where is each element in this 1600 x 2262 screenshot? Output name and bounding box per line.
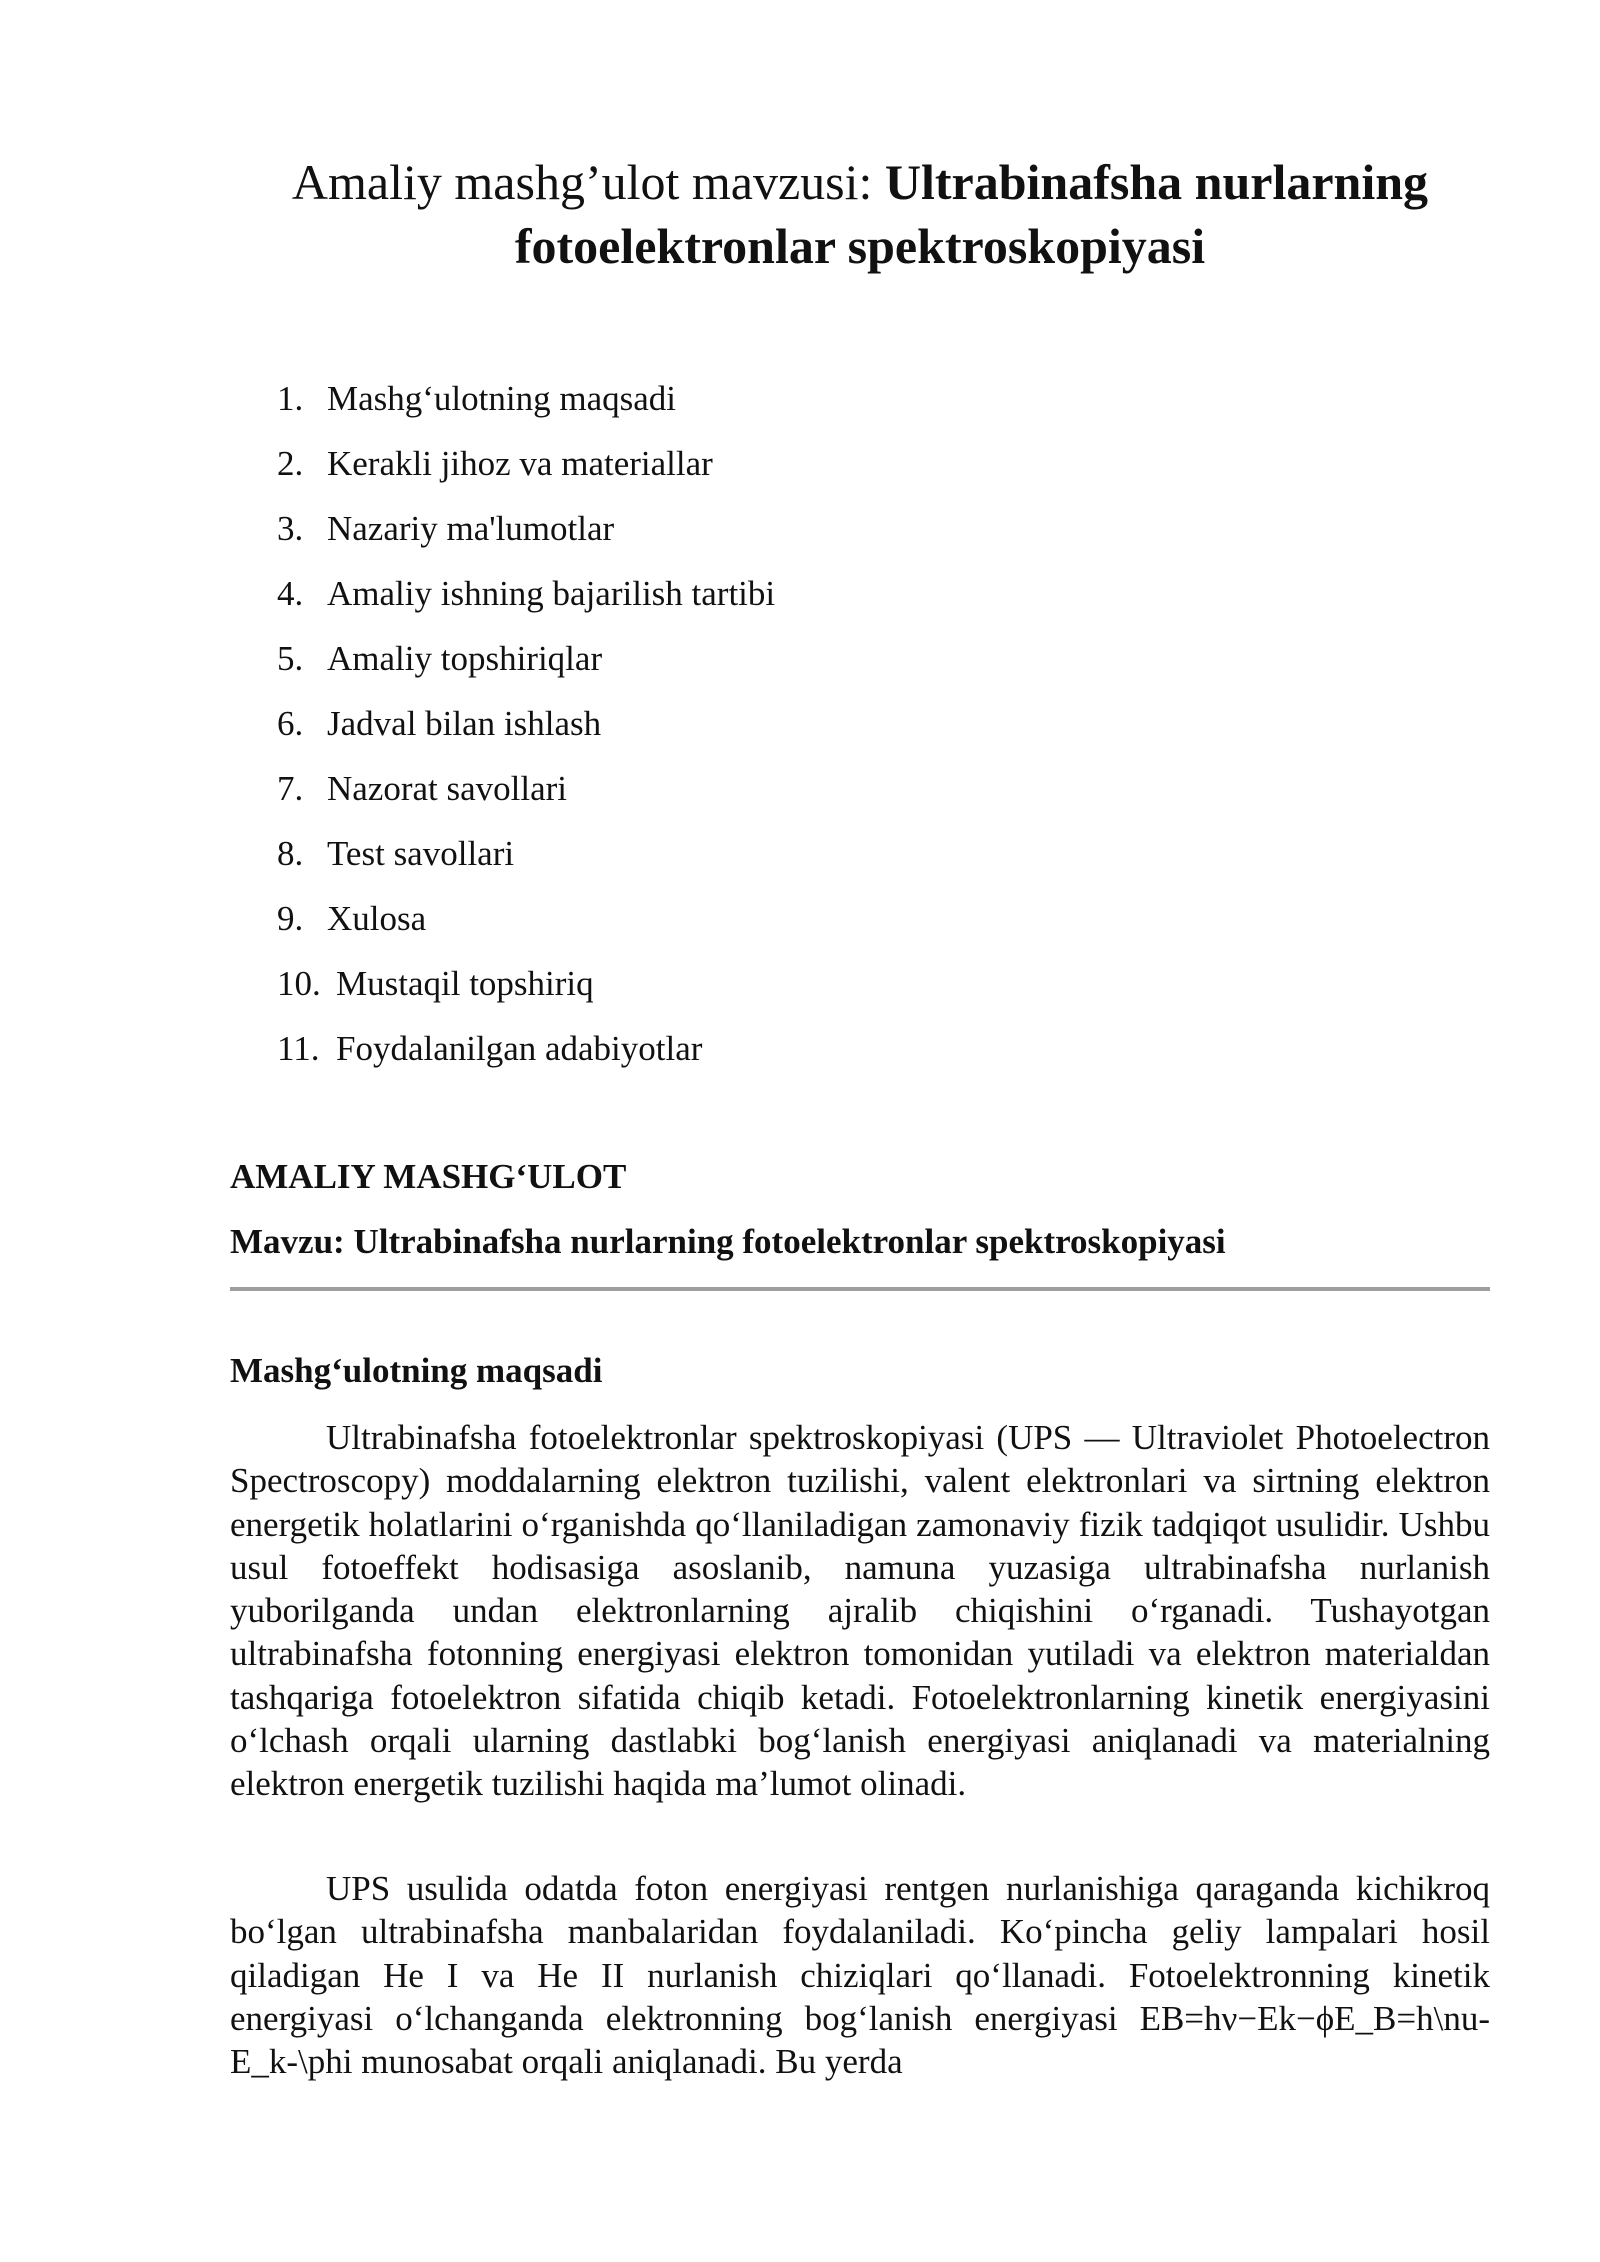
toc-item-number: 6.	[277, 704, 304, 743]
aim-heading: Mashg‘ulotning maqsadi	[230, 1351, 603, 1390]
body-paragraph: Ultrabinafsha fotoelektronlar spektroskopiyasi (UPS — Ultraviolet Photoelectron Spectroscopy) moddalarning elektron tuzilishi, valent elektronlari va sirtning elektron energetik holatlarini o‘rganishda qo‘llaniladigan zamonaviy fizik tadqiqot usulidir. Ushbu usul fotoeffekt hodisasiga asoslanib, namuna yuzasiga ultrabinafsha nurlanish yuborilganda undan elektronlarning ajralib chiqishini o‘rganadi. Tushayotgan ultrabinafsha fotonning energiyasi elektron tomonidan yutiladi va elektron materialdan tashqariga fotoelektron sifatida chiqib ketadi. Fotoelektronlarning kinetik energiyasini o‘lchash orqali ularning dastlabki bog‘lanish energiyasi aniqlanadi va materialning elektron energetik tuzilishi haqida ma’lumot olinadi.	[230, 1418, 1490, 1804]
table-of-contents	[277, 366, 775, 1081]
toc-item	[277, 1016, 775, 1081]
toc-item	[277, 626, 775, 691]
topic-heading: Mavzu: Ultrabinafsha nurlarning fotoelektronlar spektroskopiyasi	[230, 1222, 1226, 1261]
toc-item-number: 9.	[277, 899, 304, 938]
toc-item-label: Nazariy ma'lumotlar	[327, 509, 615, 548]
document-title	[230, 150, 1490, 278]
toc-item-number: 2.	[277, 444, 304, 483]
toc-item-number: 4.	[277, 574, 304, 613]
toc-item-number: 10.	[277, 964, 321, 1003]
body-paragraph: UPS usulida odatda foton energiyasi rentgen nurlanishiga qaraganda kichikroq bo‘lgan ultrabinafsha manbalaridan foydalaniladi. Ko‘pincha geliy lampalari hosil qiladigan He I va He II nurlanish chiziqlari qo‘llanadi. Fotoelektronning kinetik energiyasi o‘lchanganda elektronning bog‘lanish energiyasi EB=hν−Ek−ϕE_B=h\nu-E_k-\phi munosabat orqali aniqlanadi. Bu yerda	[230, 1869, 1490, 2082]
horizontal-divider	[230, 1287, 1490, 1291]
toc-item	[277, 951, 775, 1016]
toc-item-label: Kerakli jihoz va materiallar	[327, 444, 713, 483]
toc-item	[277, 691, 775, 756]
title-prefix: Amaliy mashg’ulot mavzusi:	[291, 154, 885, 210]
toc-item	[277, 821, 775, 886]
toc-item	[277, 366, 775, 431]
toc-item-number: 7.	[277, 769, 304, 808]
toc-item	[277, 886, 775, 951]
section-heading: AMALIY MASHG‘ULOT	[230, 1157, 627, 1196]
toc-item	[277, 756, 775, 821]
toc-item	[277, 561, 775, 626]
toc-item-label: Nazorat savollari	[327, 769, 568, 808]
toc-item-label: Test savollari	[327, 834, 515, 873]
toc-item-label: Amaliy ishning bajarilish tartibi	[327, 574, 776, 613]
toc-item-number: 1.	[277, 379, 304, 418]
toc-item-number: 5.	[277, 639, 304, 678]
toc-item-label: Mashg‘ulotning maqsadi	[327, 379, 676, 418]
toc-item-label: Foydalanilgan adabiyotlar	[336, 1029, 703, 1068]
title-main: Ultrabinafsha nurlarning fotoelektronlar spektroskopiyasi	[514, 154, 1429, 274]
toc-item-label: Mustaqil topshiriq	[336, 964, 594, 1003]
toc-item	[277, 496, 775, 561]
toc-item-label: Xulosa	[327, 899, 427, 938]
toc-item-number: 8.	[277, 834, 304, 873]
toc-item-label: Jadval bilan ishlash	[327, 704, 602, 743]
toc-item-label: Amaliy topshiriqlar	[327, 639, 603, 678]
toc-item-number: 11.	[277, 1029, 320, 1068]
toc-item	[277, 431, 775, 496]
toc-item-number: 3.	[277, 509, 304, 548]
